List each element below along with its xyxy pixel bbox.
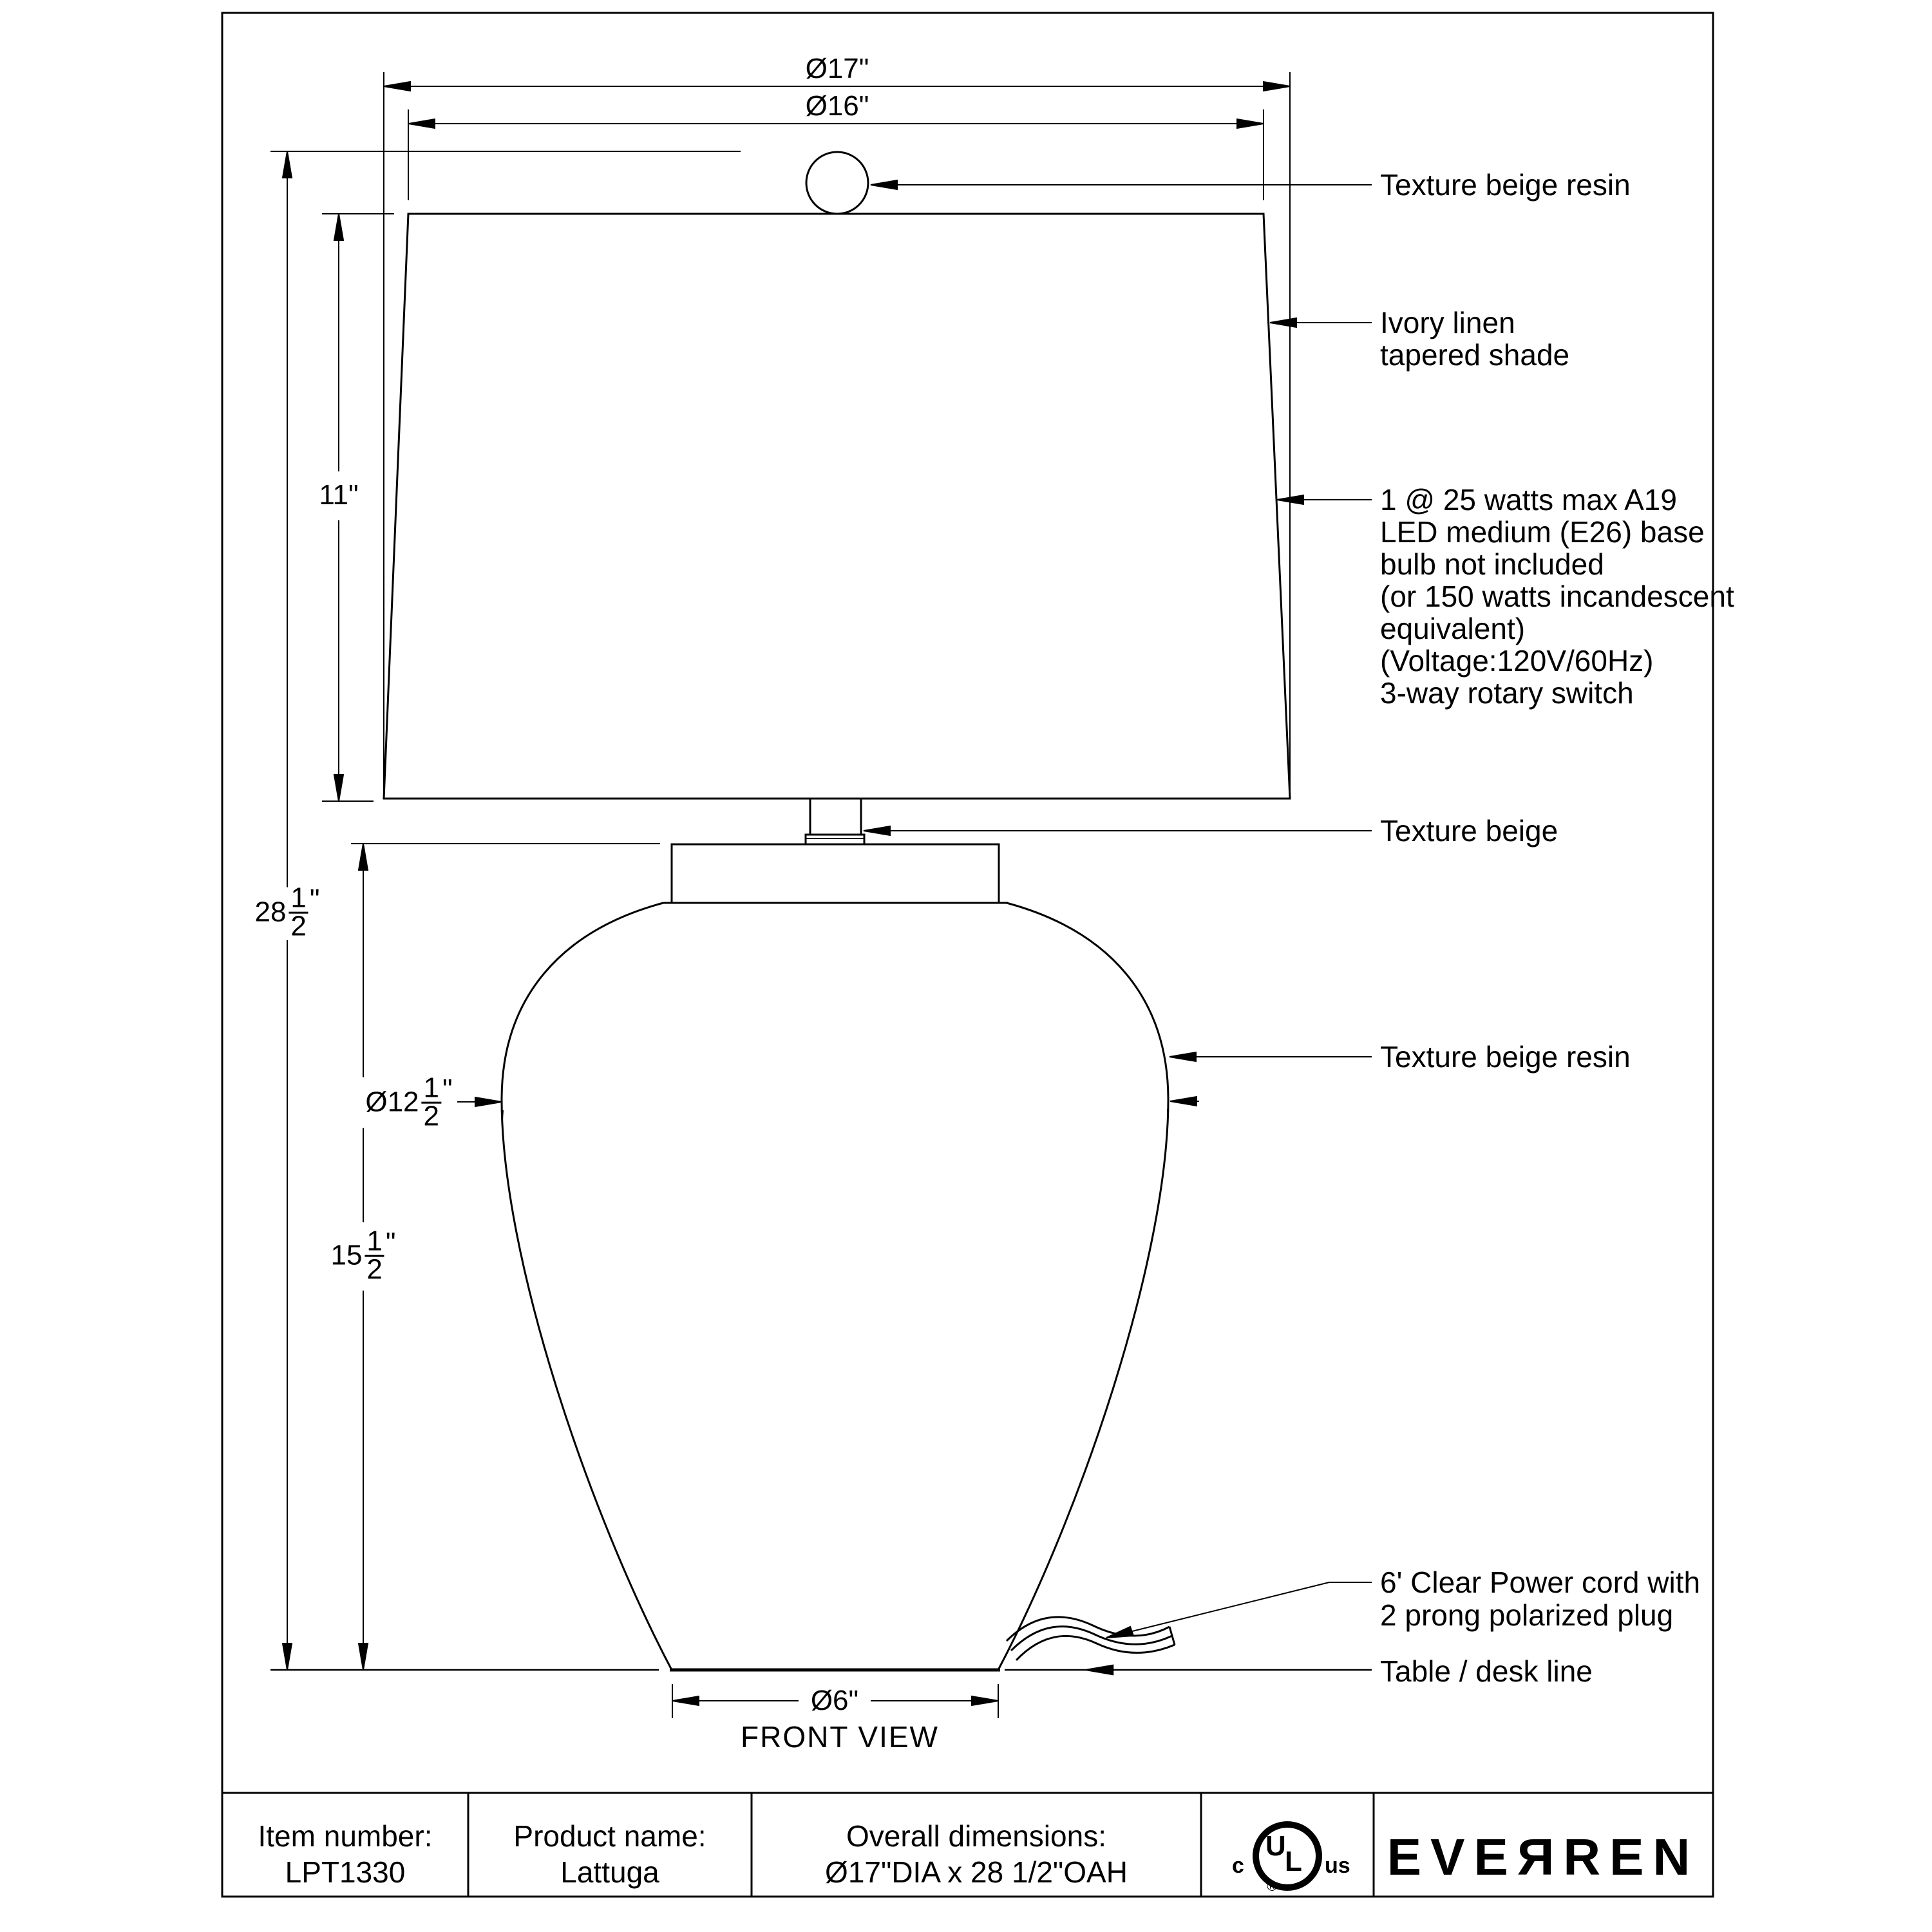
overall-dimensions-label: Overall dimensions: — [846, 1819, 1106, 1853]
annotation-shade-line2: tapered shade — [1380, 338, 1570, 372]
registered-trademark-icon: ® — [1267, 1878, 1278, 1894]
fraction-numerator: 1 — [289, 887, 308, 914]
fraction-denominator: 2 — [290, 911, 307, 942]
ul-letter-u: U — [1265, 1830, 1286, 1862]
fraction — [289, 882, 308, 942]
dim-body-dia — [457, 1097, 1199, 1119]
dim-label-shade-top-dia: Ø16" — [802, 90, 873, 122]
inch-mark: " — [309, 884, 320, 916]
annotation-bulb-line5: equivalent) — [1380, 612, 1526, 645]
leader-body — [1170, 1052, 1372, 1061]
fraction-numerator: 1 — [365, 1231, 384, 1257]
inch-mark: " — [385, 1227, 396, 1259]
annotation-bulb-line2: LED medium (E26) base — [1380, 515, 1705, 549]
dim-label-body-dia — [361, 1072, 456, 1132]
ul-letter-l: L — [1285, 1846, 1302, 1877]
fraction — [365, 1225, 384, 1285]
fraction-numerator: 1 — [422, 1077, 441, 1104]
annotation-finial: Texture beige resin — [1380, 168, 1631, 202]
dim-whole: 28 — [254, 896, 287, 928]
annotation-bulb-line6: (Voltage:120V/60Hz) — [1380, 644, 1654, 677]
dim-whole: 15 — [330, 1240, 363, 1271]
annotation-cord-line2: 2 prong polarized plug — [1380, 1598, 1674, 1632]
ul-canada-mark: c — [1232, 1853, 1244, 1878]
dim-whole: Ø12 — [365, 1086, 419, 1118]
brand-logo: EVEЯREN — [1387, 1828, 1700, 1886]
product-name-value: Lattuga — [560, 1855, 659, 1889]
annotation-body: Texture beige resin — [1380, 1040, 1631, 1074]
dim-label-base-dia: Ø6" — [807, 1685, 862, 1717]
item-number-value: LPT1330 — [285, 1855, 406, 1889]
annotation-bulb-line7: 3-way rotary switch — [1380, 676, 1634, 710]
annotation-table-line: Table / desk line — [1380, 1654, 1593, 1688]
leader-neck — [864, 826, 1372, 835]
dim-label-shade-height: 11" — [315, 479, 362, 511]
shade-outline — [384, 214, 1290, 799]
leader-shade — [1270, 318, 1372, 327]
annotation-neck: Texture beige — [1380, 814, 1558, 848]
leader-finial — [871, 180, 1372, 189]
annotation-bulb-line3: bulb not included — [1380, 547, 1604, 581]
finial-ball — [806, 152, 868, 214]
annotation-shade-line1: Ivory linen — [1380, 306, 1515, 339]
view-label: FRONT VIEW — [741, 1720, 939, 1754]
cap — [663, 844, 1008, 903]
annotation-cord-line1: 6' Clear Power cord with — [1380, 1566, 1701, 1599]
annotation-bulb-line4: (or 150 watts incandescent — [1380, 580, 1734, 613]
dim-label-body-height — [327, 1225, 399, 1285]
fraction — [422, 1072, 441, 1132]
fraction-denominator: 2 — [366, 1254, 383, 1285]
leader-cord — [1106, 1582, 1372, 1638]
inch-mark: " — [442, 1074, 453, 1106]
body-outline — [502, 903, 1168, 1670]
ul-us-mark: us — [1325, 1853, 1350, 1878]
dim-label-overall-height — [251, 882, 323, 942]
item-number-label: Item number: — [258, 1819, 433, 1853]
overall-dimensions-value: Ø17"DIA x 28 1/2"OAH — [825, 1855, 1128, 1889]
neck — [806, 799, 864, 844]
annotation-bulb-line1: 1 @ 25 watts max A19 — [1380, 483, 1677, 516]
dim-label-shade-bottom-dia: Ø17" — [802, 53, 873, 85]
power-cord — [1007, 1617, 1175, 1660]
fraction-denominator: 2 — [423, 1101, 440, 1132]
leader-bulb — [1277, 495, 1372, 504]
product-name-label: Product name: — [513, 1819, 706, 1853]
